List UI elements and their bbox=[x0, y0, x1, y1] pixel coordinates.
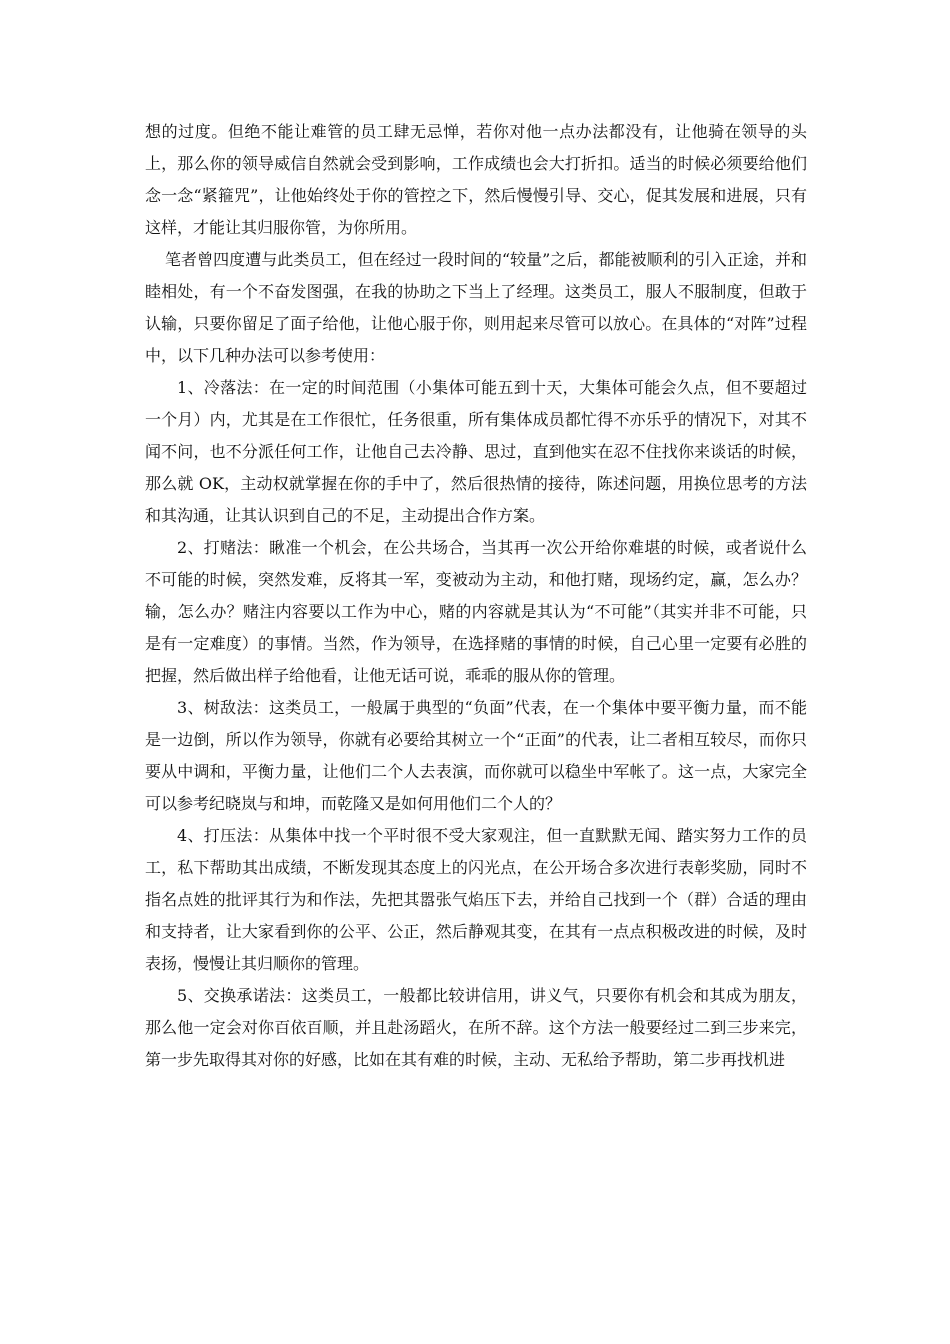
paragraph-method-2-wager: 2、打赌法：瞅准一个机会，在公共场合，当其再一次公开给你难堪的时候，或者说什么不可能的时候，突然发难，反将其一军，变被动为主动，和他打赌，现场约定，赢，怎么办？输，怎么办？赌注内容要以工作为中心，赌的内容就是其认为“不可能”（其实并非不可能，只是有一定难度）的事情。当然，作为领导，在选择赌的事情的时候，自己心里一定要有必胜的把握，然后做出样子给他看，让他无话可说，乖乖的服从你的管理。 bbox=[145, 538, 807, 685]
paragraph-method-1-cold-shoulder: 1、冷落法：在一定的时间范围（小集体可能五到十天，大集体可能会久点，但不要超过一个月）内，尤其是在工作很忙，任务很重，所有集体成员都忙得不亦乐乎的情况下，对其不闻不问，也不分派任何工作，让他自己去冷静、思过，直到他实在忍不住找你来谈话的时候，那么就 OK，主动权就掌握在你的手中了，然后很热情的接待，陈述问题，用换位思考的方法和其沟通，让其认识到自己的不足，主动提出合作方案。 bbox=[145, 378, 807, 525]
paragraph-author-experience: 笔者曾四度遭与此类员工，但在经过一段时间的“较量”之后，都能被顺利的引入正途，并和睦相处，有一个不奋发图强，在我的协助之下当上了经理。这类员工，服人不服制度，但敢于认输，只要你留足了面子给他，让他心服于你，则用起来尽管可以放心。在具体的“对阵”过程中，以下几种办法可以参考使用： bbox=[145, 250, 807, 365]
paragraph-method-3-rival: 3、树敌法：这类员工，一般属于典型的“负面”代表，在一个集体中要平衡力量，而不能是一边倒，所以作为领导，你就有必要给其树立一个“正面”的代表，让二者相互较尽，而你只要从中调和，平衡力量，让他们二个人去表演，而你就可以稳坐中军帐了。这一点，大家完全可以参考纪晓岚与和坤，而乾隆又是如何用他们二个人的？ bbox=[145, 698, 807, 813]
document-body bbox=[145, 116, 807, 1076]
paragraph-continuation: 想的过度。但绝不能让难管的员工肆无忌惮，若你对他一点办法都没有，让他骑在领导的头上，那么你的领导威信自然就会受到影响，工作成绩也会大打折扣。适当的时候必须要给他们念一念“紧箍咒”，让他始终处于你的管控之下，然后慢慢引导、交心，促其发展和进展，只有这样，才能让其归服你管，为你所用。 bbox=[145, 122, 807, 237]
paragraph-method-4-suppression: 4、打压法：从集体中找一个平时很不受大家观注，但一直默默无闻、踏实努力工作的员工，私下帮助其出成绩，不断发现其态度上的闪光点，在公开场合多次进行表彰奖励，同时不指名点姓的批评其行为和作法，先把其嚣张气焰压下去，并给自己找到一个（群）合适的理由和支持者，让大家看到你的公平、公正，然后静观其变，在其有一点点积极改进的时候，及时表扬，慢慢让其归顺你的管理。 bbox=[145, 826, 807, 973]
paragraph-method-5-promise-exchange: 5、交换承诺法：这类员工，一般都比较讲信用，讲义气，只要你有机会和其成为朋友，那么他一定会对你百依百顺，并且赴汤蹈火，在所不辞。这个方法一般要经过二到三步来完，第一步先取得其对你的好感，比如在其有难的时候，主动、无私给予帮助，第二步再找机进 bbox=[145, 986, 807, 1069]
